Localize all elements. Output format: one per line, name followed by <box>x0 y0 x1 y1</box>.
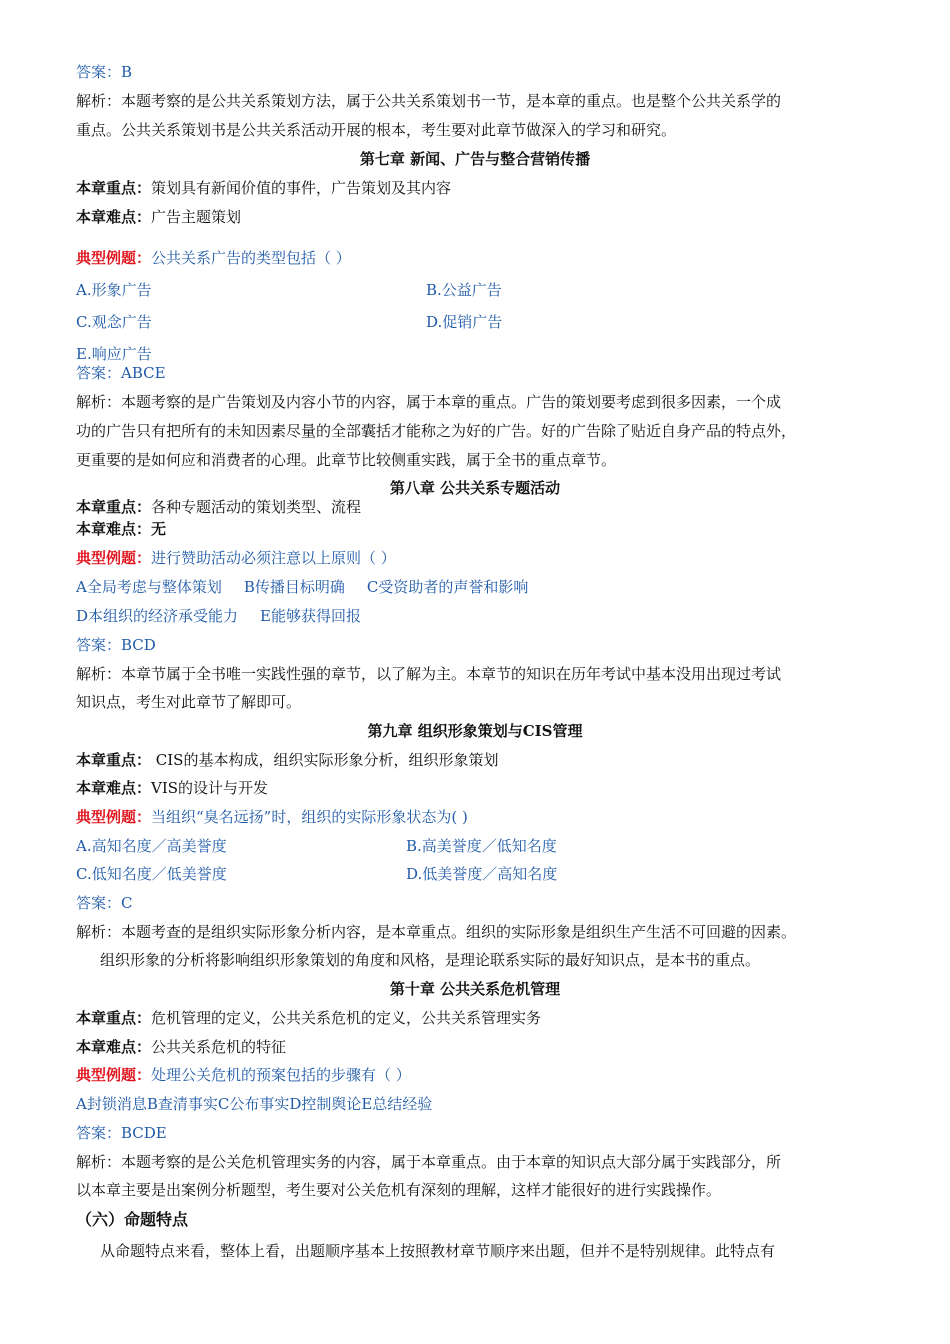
analysis-line: 以本章主要是出案例分析题型，考生要对公关危机有深刻的理解，这样才能很好的进行实践操作。 <box>76 1181 722 1199</box>
chapter-8-key-points <box>76 497 361 517</box>
example-question: 进行赞助活动必须注意以上原则（ ） <box>151 549 396 567</box>
difficulty-text: VIS的设计与开发 <box>151 779 269 797</box>
chapter-8-title: 第八章 公共关系专题活动 <box>389 479 561 497</box>
chapter-8-example <box>76 548 396 568</box>
option-d: D本组织的经济承受能力 <box>76 607 239 625</box>
answer-line: 答案：C <box>76 894 133 912</box>
option-a: A.形象广告 <box>76 281 152 299</box>
example-label: 典型例题： <box>76 249 152 267</box>
options-row-1 <box>76 577 528 597</box>
section-6-paragraph: 从命题特点来看，整体上看，出题顺序基本上按照教材章节顺序来出题，但并不是特别规律。此特点有 <box>100 1242 776 1260</box>
option-d: D.低美誉度／高知名度 <box>406 865 558 883</box>
difficulty-label: 本章难点： <box>76 520 152 538</box>
option-a: A全局考虑与整体策划 <box>76 578 222 596</box>
analysis-line: 知识点，考生对此章节了解即可。 <box>76 693 302 711</box>
key-text: CIS的基本构成，组织实际形象分析，组织形象策划 <box>151 751 499 769</box>
example-label: 典型例题： <box>76 549 152 567</box>
difficulty-text: 无 <box>151 520 167 538</box>
key-text: 各种专题活动的策划类型、流程 <box>151 498 362 516</box>
chapter-10-difficulty <box>76 1037 286 1057</box>
option-e: E能够获得回报 <box>260 607 361 625</box>
difficulty-label: 本章难点： <box>76 779 152 797</box>
analysis-line: 解析：本题考察的是公共关系策划方法，属于公共关系策划书一节，是本章的重点。也是整个公共关系学的 <box>76 92 782 110</box>
chapter-9-key-points <box>76 750 498 770</box>
analysis-line: 组织形象的分析将影响组织形象策划的角度和风格，是理论联系实际的最好知识点，是本书的重点。 <box>100 951 761 969</box>
key-label: 本章重点： <box>76 179 152 197</box>
key-label: 本章重点： <box>76 1009 152 1027</box>
chapter-9-difficulty <box>76 778 268 798</box>
example-question: 处理公关危机的预案包括的步骤有（ ） <box>151 1066 411 1084</box>
answer-line: 答案：ABCE <box>76 364 166 382</box>
option-b: B传播目标明确 <box>243 578 345 596</box>
analysis-line: 解析：本题考查的是组织实际形象分析内容，是本章重点。组织的实际形象是组织生产生活不可回避的因素。 <box>76 923 797 941</box>
option-e: E.响应广告 <box>76 345 152 363</box>
difficulty-text: 公共关系危机的特征 <box>151 1038 287 1056</box>
option-c: C受资助者的声誉和影响 <box>366 578 529 596</box>
option-c: C.观念广告 <box>76 313 152 331</box>
key-label: 本章重点： <box>76 498 152 516</box>
options-line: A封锁消息B查清事实C公布事实D控制舆论E总结经验 <box>76 1095 433 1113</box>
difficulty-label: 本章难点： <box>76 208 152 226</box>
analysis-line: 解析：本章节属于全书唯一实践性强的章节，以了解为主。本章节的知识在历年考试中基本没用出现过考试 <box>76 665 782 683</box>
example-label: 典型例题： <box>76 1066 152 1084</box>
key-text: 危机管理的定义，公共关系危机的定义，公共关系管理实务 <box>151 1009 542 1027</box>
chapter-10-key-points <box>76 1008 541 1028</box>
difficulty-text: 广告主题策划 <box>151 208 242 226</box>
difficulty-label: 本章难点： <box>76 1038 152 1056</box>
chapter-7-key-points <box>76 178 451 198</box>
chapter-10-title: 第十章 公共关系危机管理 <box>389 980 561 998</box>
analysis-line: 更重要的是如何应和消费者的心理。此章节比较侧重实践，属于全书的重点章节。 <box>76 451 617 469</box>
analysis-line: 解析：本题考察的是广告策划及内容小节的内容，属于本章的重点。广告的策划要考虑到很多因素，一个成 <box>76 393 782 411</box>
options-row-2 <box>76 606 361 626</box>
option-b: B.公益广告 <box>426 281 502 299</box>
option-a: A.高知名度／高美誉度 <box>76 837 227 855</box>
key-label: 本章重点： <box>76 751 152 769</box>
chapter-7-difficulty <box>76 207 241 227</box>
analysis-line: 解析：本题考察的是公关危机管理实务的内容，属于本章重点。由于本章的知识点大部分属于实践部分，所 <box>76 1153 782 1171</box>
chapter-7-title: 第七章 新闻、广告与整合营销传播 <box>359 150 591 168</box>
example-label: 典型例题： <box>76 808 152 826</box>
section-6-heading: （六）命题特点 <box>76 1210 189 1229</box>
example-question: 公共关系广告的类型包括（ ） <box>151 249 351 267</box>
key-text: 策划具有新闻价值的事件，广告策划及其内容 <box>151 179 452 197</box>
answer-line: 答案：BCDE <box>76 1124 167 1142</box>
answer-line: 答案：BCD <box>76 636 156 654</box>
analysis-line: 重点。公共关系策划书是公共关系活动开展的根本，考生要对此章节做深入的学习和研究。 <box>76 121 677 139</box>
chapter-10-example <box>76 1065 411 1085</box>
chapter-9-title: 第九章 组织形象策划与CIS管理 <box>367 722 583 740</box>
analysis-line: 功的广告只有把所有的未知因素尽量的全部囊括才能称之为好的广告。好的广告除了贴近自身产品的特点外， <box>76 422 797 440</box>
answer-line: 答案：B <box>76 63 133 81</box>
chapter-7-example <box>76 248 351 268</box>
example-question: 当组织“臭名远扬”时，组织的实际形象状态为( ) <box>151 808 468 826</box>
chapter-9-example <box>76 807 468 827</box>
option-b: B.高美誉度／低知名度 <box>406 837 557 855</box>
option-d: D.促销广告 <box>426 313 503 331</box>
option-c: C.低知名度／低美誉度 <box>76 865 227 883</box>
chapter-8-difficulty <box>76 519 166 539</box>
